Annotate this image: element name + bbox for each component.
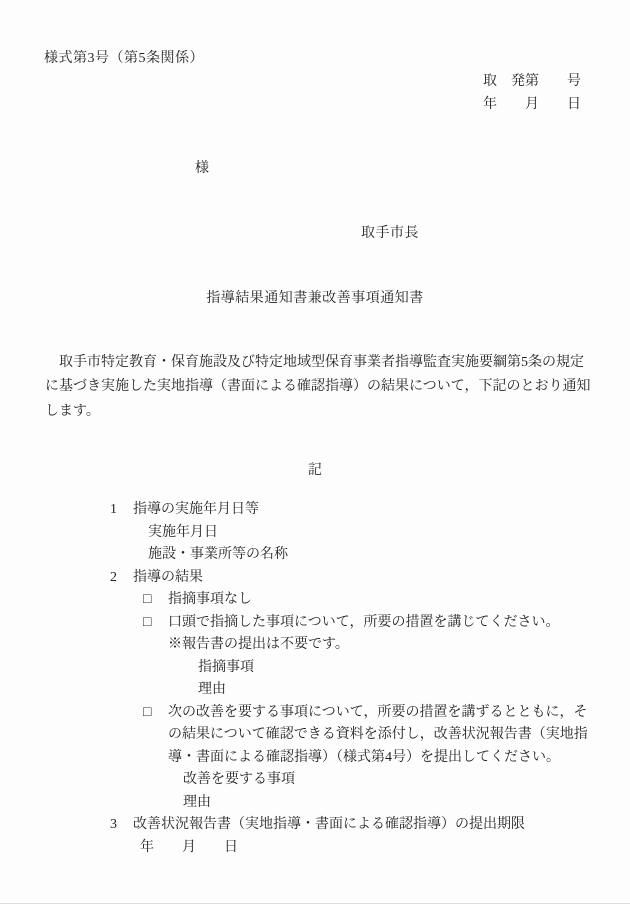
oral-findings-label: 口頭で指摘した事項について，所要の措置を講じてください。 [168, 614, 560, 630]
improvement-label-line: 次の改善を要する事項について，所要の措置を講ずるとともに，そ [168, 704, 588, 720]
improvement-label-line: の結果について確認できる資料を添付し，改善状況報告書（実地指 [168, 727, 588, 742]
section-2-row [0, 567, 630, 590]
header-right-block [483, 70, 581, 116]
reference-number-line: 取 発第 号 [483, 74, 581, 89]
section-1-label: 指導の実施年月日等 [133, 502, 259, 517]
section-3-label: 改善状況報告書（実地指導・書面による確認指導）の提出期限 [133, 817, 525, 832]
checkbox-icon[interactable]: □ [143, 592, 152, 607]
reason-row: 理由 [198, 682, 226, 697]
ki-heading: 記 [308, 463, 322, 478]
section-2-label: 指導の結果 [133, 569, 203, 585]
checkbox-row-no-findings [0, 589, 630, 612]
issue-date-line: 年 月 日 [483, 97, 581, 112]
body-line: 取手市特定教育・保育施設及び特定地域型保育事業者指導監査実施要綱第5条の規定 [45, 355, 584, 370]
section-3-row [0, 814, 630, 837]
body-paragraph [45, 351, 590, 424]
improvement-matters-row: 改善を要する事項 [183, 772, 295, 787]
section-number: 2 [110, 569, 117, 585]
document-title: 指導結果通知書兼改善事項通知書 [206, 291, 424, 306]
form-number-label: 様式第3号（第5条関係） [44, 51, 204, 66]
checkbox-icon[interactable]: □ [143, 614, 152, 630]
reason-row: 理由 [183, 794, 211, 810]
improvement-label-line: 導・書面による確認指導）（様式第4号）を提出してください。 [168, 749, 560, 765]
recipient-name-suffix: 様 [195, 161, 209, 176]
body-line: に基づき実施した実地指導（書面による確認指導）の結果について，下記のとおり通知 [45, 379, 591, 395]
checkbox-row-improvement [0, 702, 630, 725]
sender-title: 取手市長 [361, 226, 419, 241]
implementation-date-row: 実施年月日 [148, 524, 218, 540]
facility-name-row: 施設・事業所等の名称 [148, 547, 288, 562]
checkbox-row-oral-findings [0, 612, 630, 635]
note-no-report-row: ※報告書の提出は不要です。 [168, 637, 349, 652]
deadline-date-row: 年 月 日 [140, 839, 238, 855]
pointed-matters-row: 指摘事項 [198, 659, 254, 675]
notice-detail-list [0, 499, 630, 859]
body-line: します。 [45, 403, 100, 419]
section-number: 1 [110, 502, 117, 517]
checkbox-icon[interactable]: □ [143, 704, 152, 720]
section-1-row [0, 499, 630, 522]
no-findings-label: 指摘事項なし [168, 592, 252, 607]
section-number: 3 [110, 817, 117, 832]
